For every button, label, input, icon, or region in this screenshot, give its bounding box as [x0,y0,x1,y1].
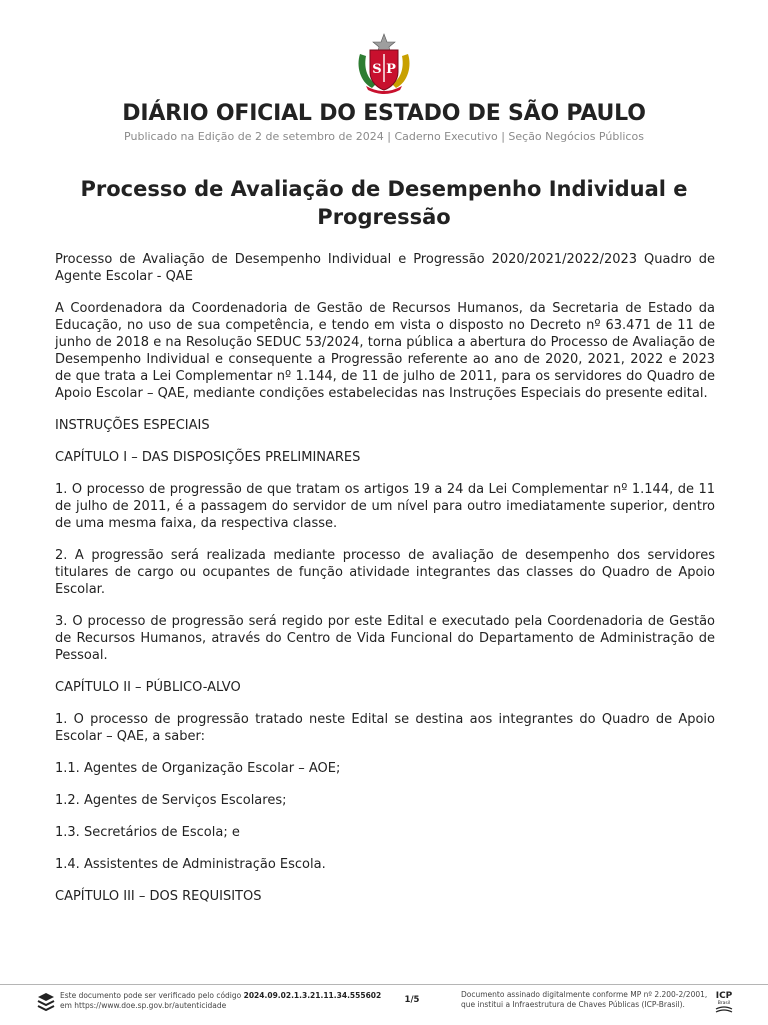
paragraph-intro: Processo de Avaliação de Desempenho Individual e Progressão 2020/2021/2022/2023 Quadro de Agente Escolar - QAE [55,252,715,284]
document-body [55,251,715,920]
signature-line-1: Documento assinado digitalmente conforme MP nº 2.200-2/2001, [461,990,708,999]
verification-code: 2024.09.02.1.3.21.11.34.555602 [243,991,382,1000]
sao-paulo-coat-of-arms-icon [352,32,416,96]
page-number: 1/5 [404,995,420,1005]
newspaper-title: DIÁRIO OFICIAL DO ESTADO DE SÃO PAULO [122,101,646,126]
chapter-heading-3: CAPÍTULO III – DOS REQUISITOS [55,889,262,904]
icp-brasil-logo-icon [713,989,735,1015]
clause-1-1: 1. O processo de progressão de que tratam os artigos 19 a 24 da Lei Complementar nº 1.144, de 11 de julho de 2011, é a passagem do servidor de um nível para outro imediatamente superior, dentro de uma mesma faixa, da respectiva classe. [55,482,715,531]
page-footer [0,984,768,1025]
icp-sublabel: Brasil [717,1001,731,1006]
digital-signature-notice [461,990,711,1010]
list-item-assistentes: 1.4. Assistentes de Administração Escola. [55,857,326,872]
verification-prefix: Este documento pode ser verificado pelo código [60,991,244,1000]
section-heading-instrucoes: INSTRUÇÕES ESPECIAIS [55,418,210,433]
icp-label: ICP [715,991,733,1001]
crest-letter-p: P [386,62,396,77]
verification-url[interactable]: em https://www.doe.sp.gov.br/autenticidade [60,1001,227,1010]
list-item-servicos: 1.2. Agentes de Serviços Escolares; [55,793,287,808]
signature-line-2: que institui a Infraestrutura de Chaves Públicas (ICP-Brasil). [461,1000,685,1009]
clause-1-3: 3. O processo de progressão será regido por este Edital e executado pela Coordenadoria de Gestão de Recursos Humanos, através do Centro de Vida Funcional do Departamento de Administração de Pessoal. [55,614,715,663]
chapter-heading-2: CAPÍTULO II – PÚBLICO-ALVO [55,680,241,695]
document-heading: Processo de Avaliação de Desempenho Individual e Progressão [80,177,688,229]
list-item-aoe: 1.1. Agentes de Organização Escolar – AOE; [55,761,341,776]
verification-logo-icon [36,991,56,1013]
clause-2-1: 1. O processo de progressão tratado neste Edital se destina aos integrantes do Quadro de Apoio Escolar – QAE, a saber: [55,712,715,744]
paragraph-preamble: A Coordenadora da Coordenadoria de Gestão de Recursos Humanos, da Secretaria de Estado da Educação, no uso de sua competência, e tendo em vista o disposto no Decreto nº 63.471 de 11 de junho de 2018 e na Resolução SEDUC 53/2024, torna pública a abertura do Processo de Avaliação de Desempenho Individual e consequente a Progressão referente ao ano de 2020, 2021, 2022 e 2023 de que trata a Lei Complementar nº 1.144, de 11 de julho de 2011, para os servidores do Quadro de Apoio Escolar – QAE, mediante condições estabelecidas nas Instruções Especiais do presente edital. [55,301,715,401]
publication-info: Publicado na Edição de 2 de setembro de 2024 | Caderno Executivo | Seção Negócios Públicos [124,130,644,143]
chapter-heading-1: CAPÍTULO I – DAS DISPOSIÇÕES PRELIMINARES [55,450,361,465]
verification-notice [60,991,390,1011]
crest-letter-s: S [372,62,382,77]
clause-1-2: 2. A progressão será realizada mediante processo de avaliação de desempenho dos servidores titulares de cargo ou ocupantes de função atividade integrantes das classes do Quadro de Apoio Escolar. [55,548,715,597]
list-item-secretarios: 1.3. Secretários de Escola; e [55,825,240,840]
